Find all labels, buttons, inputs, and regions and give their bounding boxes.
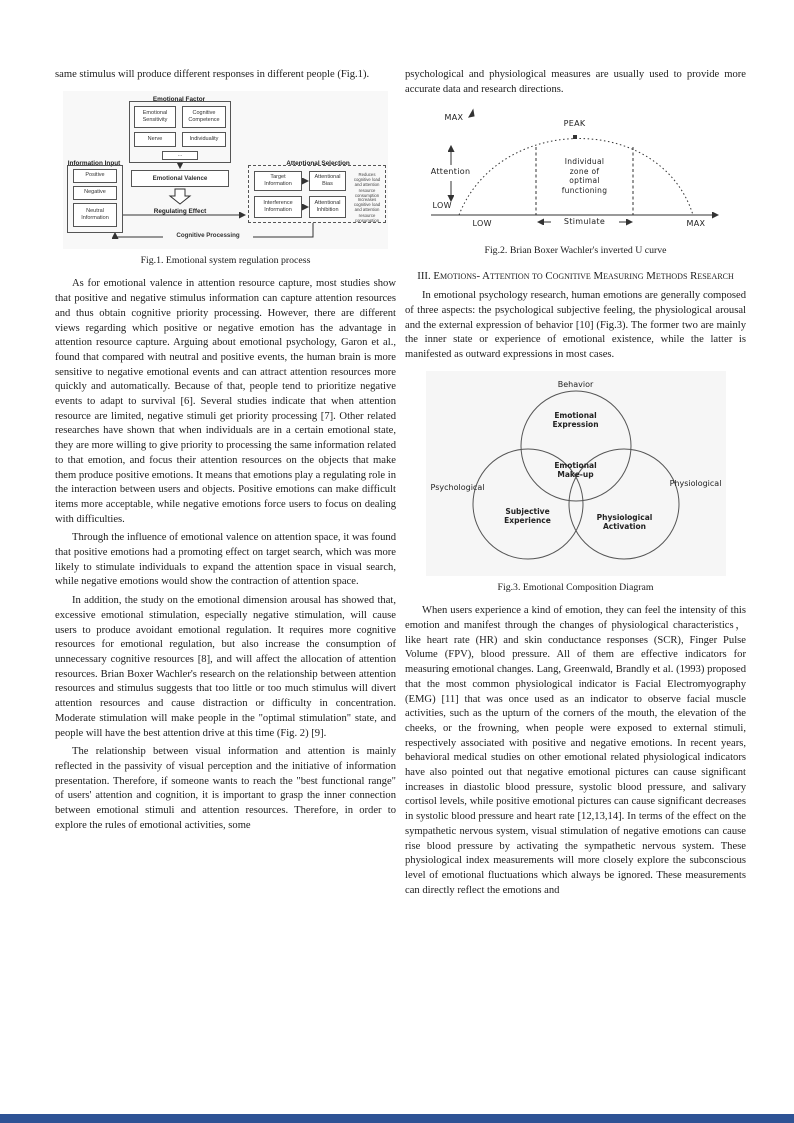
fig3-subjective-experience-label: Subjective Experience [504,506,551,525]
fig1-box-ellipsis: ... [162,151,198,160]
fig2-caption: Fig.2. Brian Boxer Wachler's inverted U curve [484,245,667,257]
figure-1-diagram [63,91,388,249]
fig3-physiological-label: Physiological [669,478,722,488]
fig2-max-axis-label: MAX [686,219,706,229]
fig1-box-target: Target Information [254,171,302,191]
paragraph: When users experience a kind of emotion, they can feel the intensity of this emotion and manifest through the changes of physiological characteristics， like heart rate (HR) and skin conductance responses (SCR), Finger Pulse Volume (FPV), blood pressure. All of them are effective indicators for measuring emotional changes. Lang, Greenwald, Brandly et al. (1993) proposed that the most common physiological indicator is Facial Electromyography (EMG) [11] that was once used as an indicator to observe facial muscle activities, such as the upturn of the corners of the mouth, the elevation of the cheeks, or the frowning, when people were exposed to external stimuli, respectively associated with positive and negative emotions. In recent years, behavioral medical studies on other emotional related physiological indicators have also pointed out that negative emotional pictures can cause significant increases in diastolic blood pressure, systolic blood pressure, and salivary cortisol levels, while positive emotional pictures can cause significant decreases in systolic blood pressure and heart rate [12,13,14]. In terms of the effect on the sympathetic nervous system, visual stimulation of negative emotions can cause rise blood pressure by activating the sympathetic nervous system. These physiological index measurements will more closely explore the subconscious level of emotional fluctuations which always be ignored. These measurements can directly reflect the emotions and [405,605,746,896]
fig1-cognitive-processing-label: Cognitive Processing [163,233,253,239]
fig2-peak-label: PEAK [563,119,586,129]
fig3-emotional-expression-label: Emotional Expression [552,410,599,429]
fig1-box-individuality: Individuality [182,132,226,147]
two-column-layout [55,68,746,902]
fig2-optimal-zone-label: Individual zone of optimal functioning [561,157,608,195]
paragraph: Through the influence of emotional valence on attention space, it was found that positive emotions had a promoting effect on target search, which was more likely to stimulate individuals to expand the attention space in visual search, while negative emotions would show the contraction of attention space. [55,532,396,588]
left-column [55,68,396,902]
fig2-attention-label: Attention [430,167,471,177]
fig1-caption: Fig.1. Emotional system regulation process [140,254,311,266]
paragraph: As for emotional valence in attention resource capture, most studies show that positive and negative stimulus information can capture attention resources and thus obtain cognitive priority processing. However, there are different views regarding which positive or negative emotion has the advantage in attention resource capture. Arguing about emotional psychology, Garon et al., found that compared with neutral and positive events, the human brain is more sensitive to negative emotional events and can attract attention resources more quickly and automatically. Because of that, people tend to prioritize negative events to adapt to survival [6]. Several studies indicate that when attention resource are limited, negative stimuli get priority processing [7]. Other related researches have shown that when individuals are in a certain emotional state, they are more willing to give priority to processing the same information related to that emotion, and focus their attention resources on the objects that make them produce positive emotions. It means that emotions play a regulating role in the interaction between users and objects. Positive emotions can make difficult items more acceptable, while negative emotions force users to focus on dealing with difficulties. [55,278,396,525]
paragraph: In addition, the study on the emotional dimension arousal has showed that, excessive emotional stimulation, especially negative stimulation, will cause users to produce avoidant emotional regulation. It requires more cognitive resources for emotional regulation, but also increase the consumption of unnecessary cognitive resources [8], and will affect the allocation of attention resources. Brian Boxer Wachler's research on the relationship between attention resources and stimulus suggests that too little or too much stimulus will divert attention resources and cause distraction or difficulty in concentration. Moderate stimulation will make people in the "optimal stimulation" state, and people will have the best attention drive at this time (Fig. 2) [9]. [55,595,396,739]
fig1-information-input-title: Information Input [67,159,121,167]
fig1-note-reduce: Reduces cognitive load and attention resource consumption [353,171,381,199]
fig1-box-competence: Cognitive Competence [182,106,226,128]
fig2-low-axis-label: LOW [472,219,492,229]
fig1-box-attentional-inhibition: Attentional Inhibition [309,196,346,218]
paragraph: psychological and physiological measures are usually used to provide more accurate data and research directions. [405,69,746,95]
figure-2-inverted-u-curve [421,107,731,239]
fig1-box-interference: Interference Information [254,196,302,218]
right-column [405,68,746,902]
fig2-max-top-label: MAX [444,113,464,123]
footer-accent-bar [0,1114,794,1123]
section-3-heading: III. Emotions- Attention to Cognitive Measuring Methods Research [417,270,734,283]
fig3-physiological-activation-label: Physiological Activation [596,512,653,531]
fig1-box-emotional-valence: Emotional Valence [131,170,229,187]
fig2-max-tick [469,110,474,117]
fig1-box-negative: Negative [73,186,117,200]
fig2-low-left-label: LOW [432,201,452,211]
fig3-emotional-makeup-label: Emotional Make-up [554,460,597,479]
fig3-caption: Fig.3. Emotional Composition Diagram [497,581,654,593]
fig3-psychological-label: Psychological [430,482,485,492]
paragraph: same stimulus will produce different responses in different people (Fig.1). [55,69,370,80]
fig1-box-neutral: Neutral Information [73,203,117,227]
fig1-emotional-factor-title: Emotional Factor [152,95,206,103]
fig3-behavior-label: Behavior [557,379,594,389]
paragraph: In emotional psychology research, human emotions are generally composed of three aspects: the psychological subjective feeling, the physiological arousal and the external expression of behavior [10] (Fig.3). The former two are mainly the inner state or experience of emotional existence, while the latter is manifested as outward expressions in most cases. [405,290,746,360]
fig1-box-sensitivity: Emotional Sensitivity [134,106,176,128]
fig1-attentional-selection-title: Attentional Selection [286,159,350,167]
fig1-note-increase: Increases cognitive load and attention resource consumption [353,196,381,224]
fig1-box-nerve: Nerve [134,132,176,147]
paragraph: The relationship between visual information and attention is mainly reflected in the passivity of visual perception and the initiative of information presentation. Therefore, if someone wants to reach the "best functional range" of users' attention and cognition, it is important to grasp the inner connection between emotional stimuli and attention resources. Therefore, in order to explore the rules of emotional activities, some [55,746,396,831]
fig1-box-attentional-bias: Attentional Bias [309,171,346,191]
fig1-regulating-effect-label: Regulating Effect [153,207,207,215]
figure-3-venn-diagram [426,371,726,576]
fig2-stimulate-label: Stimulate [563,217,606,227]
fig1-box-positive: Positive [73,169,117,183]
